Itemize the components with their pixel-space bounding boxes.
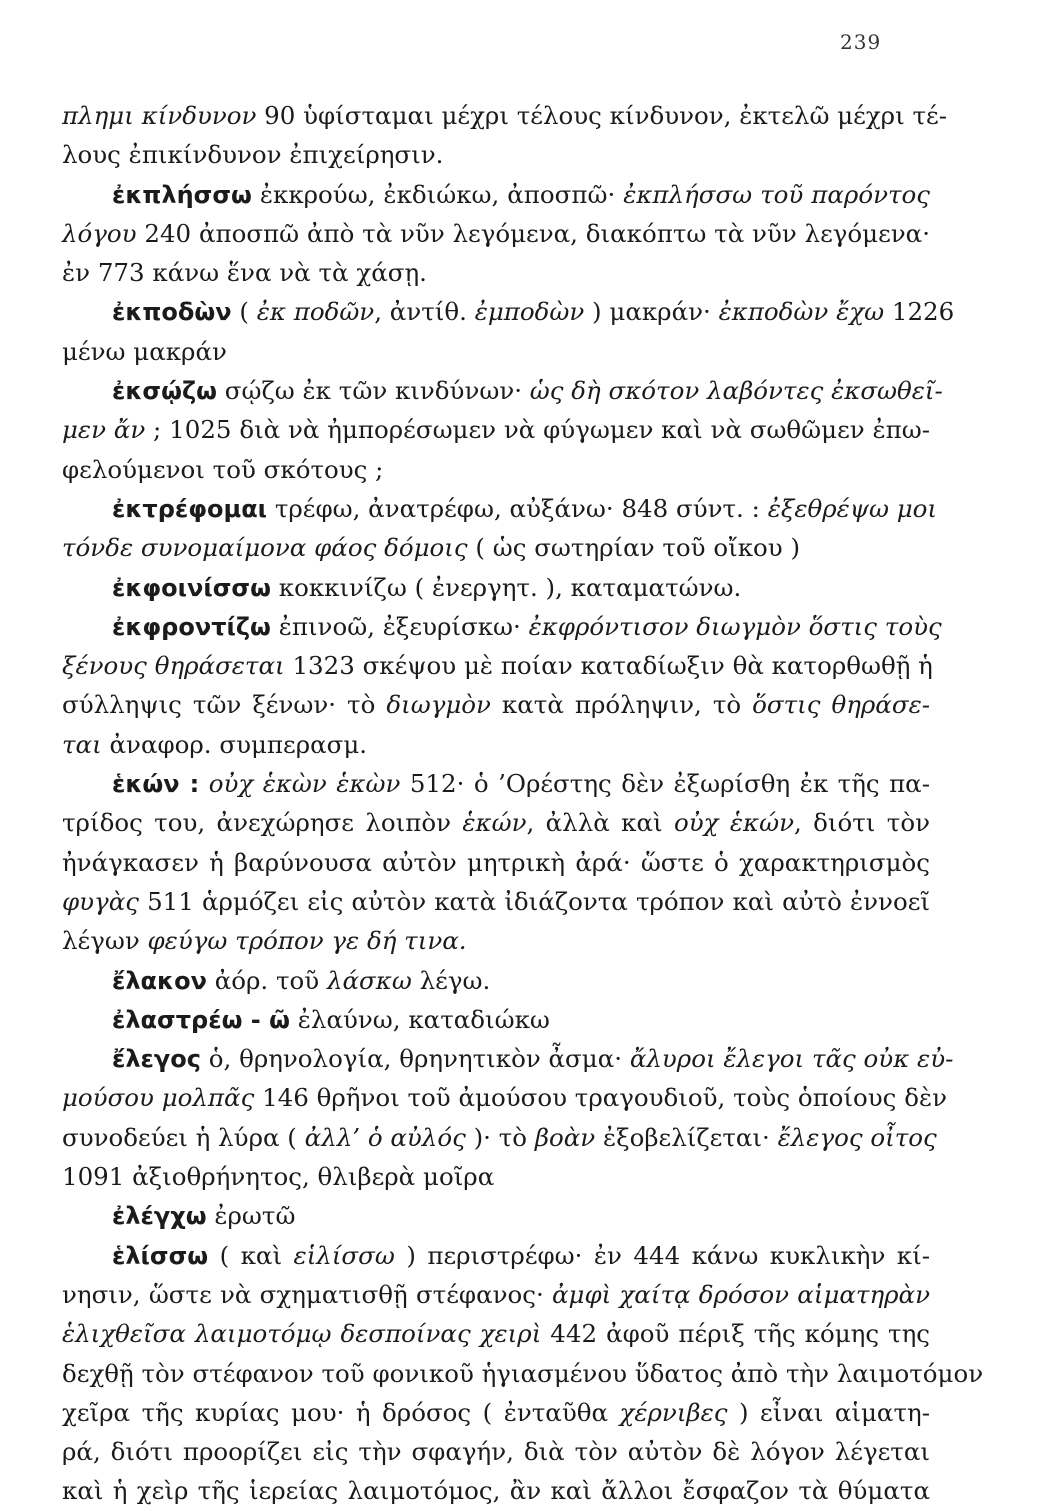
- definition-text: 1323 σκέψου μὲ ποίαν καταδίωξιν θὰ κατορθωθῇ ἡ: [284, 651, 933, 681]
- text-line: [62, 961, 930, 1000]
- text-line: [62, 882, 930, 921]
- headword: ἐλαστρέω - ῶ: [112, 1005, 290, 1034]
- text-line: [62, 175, 930, 214]
- headword: ἑλίσσω: [112, 1241, 209, 1270]
- quotation: ἐμποδὼν: [474, 297, 585, 327]
- definition-text: ) μακράν·: [584, 297, 719, 327]
- text-line: [62, 1471, 930, 1510]
- text-line: [62, 1354, 984, 1393]
- text-body: [62, 96, 984, 1511]
- headword: ἔλεγος: [112, 1045, 201, 1074]
- headword: ἑκών :: [112, 770, 200, 799]
- definition-text: φελούμενοι τοῦ σκότους ;: [62, 454, 384, 484]
- definition-text: ἐκκρούω, ἐκδιώκω, ἀποσπῶ·: [251, 179, 624, 209]
- definition-text: τρίδος του, ἀνεχώρησε λοιπὸν: [62, 808, 463, 838]
- text-line: [62, 843, 930, 882]
- quotation: βοὰν: [534, 1122, 596, 1152]
- definition-text: 240 ἀποσπῶ ἀπὸ τὰ νῦν λεγόμενα, διακόπτω τὰ νῦν λεγόμενα·: [136, 218, 930, 248]
- definition-text: λέγων: [62, 926, 148, 956]
- headword: ἐκποδὼν: [112, 298, 232, 327]
- definition-text: ρά, διότι προορίζει εἰς τὴν σφαγήν, διὰ τὸν αὐτὸν δὲ λόγον λέγεται: [62, 1437, 930, 1467]
- definition-text: κατὰ πρόληψιν, τὸ: [490, 690, 753, 720]
- headword: ἐκπλήσσω: [112, 180, 252, 209]
- definition-text: σῴζω ἐκ τῶν κινδύνων·: [217, 376, 530, 406]
- headword: ἐκσῴζω: [112, 377, 217, 406]
- definition-text: ἐν 773 κάνω ἕνα νὰ τὰ χάσῃ.: [62, 258, 427, 288]
- text-line: [62, 646, 933, 685]
- quotation: ἑκών: [462, 808, 527, 838]
- definition-text: , ἀντίθ.: [374, 297, 475, 327]
- definition-text: σύλληψις τῶν ξένων· τὸ: [62, 690, 387, 720]
- text-line: [62, 803, 930, 842]
- text-line: [62, 332, 930, 371]
- text-line: [62, 292, 955, 331]
- definition-text: 511 ἁρμόζει εἰς αὐτὸν κατὰ ἰδιάζοντα τρόπον καὶ αὐτὸ ἐννοεῖ: [138, 886, 930, 916]
- text-line: [62, 410, 930, 449]
- quotation: ἐκπλήσσω τοῦ παρόντος: [623, 179, 930, 209]
- definition-text: ὁ, θρηνολογία, θρηνητικὸν ἆσμα·: [200, 1044, 630, 1074]
- quotation: ἐκποδὼν ἔχω: [718, 297, 885, 327]
- definition-text: 442 ἀφοῦ πέριξ τῆς κόμης της: [541, 1319, 930, 1349]
- quotation: οὐχ ἑκών: [674, 808, 794, 838]
- definition-text: ) εἶναι αἱματη-: [727, 1397, 930, 1427]
- quotation: ξένους θηράσεται: [62, 651, 285, 681]
- definition-text: ; 1025 διὰ νὰ ἠμπορέσωμεν νὰ φύγωμεν καὶ νὰ σωθῶμεν ἐπω-: [145, 415, 930, 445]
- text-line: [62, 1000, 930, 1039]
- text-line: [62, 96, 948, 135]
- text-line: [62, 607, 942, 646]
- quotation: ὡς δὴ σκότον λαβόντες ἐκσωθεῖ-: [529, 376, 943, 406]
- definition-text: νησιν, ὥστε νὰ σχηματισθῇ στέφανος·: [62, 1279, 552, 1309]
- definition-text: [199, 769, 208, 798]
- definition-text: , διότι τὸν: [793, 808, 930, 838]
- text-line: [62, 450, 930, 489]
- text-line: [62, 921, 930, 960]
- quotation: ἀμφὶ χαίτᾳ δρόσον αἱματηρὰν: [552, 1279, 930, 1309]
- quotation: ἐκφρόντισον διωγμὸν ὅστις τοὺς: [528, 611, 942, 641]
- headword: ἔλακον: [112, 966, 207, 995]
- definition-text: μένω μακράν: [62, 336, 227, 366]
- quotation: ἐκ ποδῶν: [256, 297, 375, 327]
- definition-text: 512· ὁ ’Ορέστης δὲν ἐξωρίσθη ἐκ τῆς πα-: [400, 769, 930, 799]
- quotation: ἐξεθρέψω μοι: [767, 493, 938, 523]
- text-line: [62, 253, 930, 292]
- text-line: [62, 568, 930, 607]
- text-line: [62, 1314, 930, 1353]
- headword: ἐκφροντίζω: [112, 612, 271, 641]
- definition-text: ἀναφορ. συμπερασμ.: [101, 729, 368, 759]
- quotation: πλημι κίνδυνον: [62, 101, 257, 130]
- quotation: λόγου: [62, 218, 137, 248]
- text-line: [62, 685, 930, 724]
- definition-text: ( καὶ: [208, 1240, 294, 1270]
- text-line: [62, 1039, 954, 1078]
- definition-text: ἐρωτῶ: [206, 1201, 296, 1231]
- text-line: [62, 489, 938, 528]
- text-line: [62, 1196, 930, 1235]
- definition-text: λέγω.: [411, 965, 491, 995]
- quotation: οὐχ ἑκὼν ἑκὼν: [208, 769, 401, 799]
- text-line: [62, 371, 943, 410]
- quotation: χέρνιβες: [619, 1397, 728, 1427]
- quotation: τόνδε συνομαίμονα φάος δόμοις: [62, 533, 468, 563]
- quotation: ἑλιχθεῖσα λαιμοτόμῳ δεσποίνας χειρὶ: [62, 1319, 542, 1349]
- quotation: ὅστις θηράσε-: [752, 690, 931, 720]
- definition-text: ) περιστρέφω· ἐν 444 κάνω κυκλικὴν κί-: [394, 1240, 930, 1270]
- text-line: [62, 1393, 930, 1432]
- text-line: [62, 764, 930, 803]
- headword: ἐκφοινίσσω: [112, 573, 271, 602]
- page-number: 239: [840, 30, 882, 54]
- text-line: [62, 1157, 930, 1196]
- quotation: ἄλυροι ἔλεγοι τᾶς οὐκ εὐ-: [629, 1044, 954, 1074]
- definition-text: ἠνάγκασεν ἡ βαρύνουσα αὐτὸν μητρικὴ ἀρά· ὥστε ὁ χαρακτηρισμὸς: [62, 847, 930, 877]
- definition-text: κοκκινίζω ( ἐνεργητ. ), καταματώνω.: [270, 572, 742, 602]
- definition-text: καὶ ἡ χεὶρ τῆς ἱερείας λαιμοτόμος, ἂν καὶ ἄλλοι ἔσφαζον τὰ θύματα: [62, 1476, 930, 1506]
- definition-text: τρέφω, ἀνατρέφω, αὐξάνω· 848 σύντ. :: [267, 493, 768, 523]
- text-line: [62, 1432, 930, 1471]
- quotation: εἱλίσσω: [293, 1240, 395, 1270]
- definition-text: , ἀλλὰ καὶ: [526, 808, 675, 838]
- quotation: λάσκω: [326, 965, 412, 995]
- definition-text: 146 θρῆνοι τοῦ ἀμούσου τραγουδιοῦ, τοὺς ὁποίους δὲν: [254, 1083, 947, 1113]
- text-line: [62, 1275, 930, 1314]
- quotation: ἀλλ’ ὁ αὐλός: [304, 1122, 466, 1152]
- definition-text: χεῖρα τῆς κυρίας μου· ἡ δρόσος ( ἐνταῦθα: [62, 1397, 620, 1427]
- definition-text: δεχθῇ τὸν στέφανον τοῦ φονικοῦ ἡγιασμένου ὕδατος ἀπὸ τὴν λαιμοτόμον: [62, 1358, 984, 1388]
- text-line: [62, 1236, 930, 1275]
- quotation: διωγμὸν: [386, 690, 491, 720]
- definition-text: (: [231, 297, 257, 327]
- definition-text: 90 ὑφίσταμαι μέχρι τέλους κίνδυνον, ἐκτελῶ μέχρι τέ-: [256, 101, 948, 130]
- headword: ἐκτρέφομαι: [112, 494, 268, 523]
- definition-text: ἀόρ. τοῦ: [206, 965, 327, 995]
- definition-text: ἐπινοῶ, ἐξευρίσκω·: [270, 611, 529, 641]
- definition-text: ( ὡς σωτηρίαν τοῦ οἴκου ): [467, 533, 801, 563]
- definition-text: λους ἐπικίνδυνον ἐπιχείρησιν.: [62, 140, 444, 170]
- text-line: [62, 1078, 947, 1117]
- definition-text: ἐξοβελίζεται·: [595, 1122, 778, 1152]
- text-line: [62, 1118, 937, 1157]
- definition-text: 1091 ἀξιοθρήνητος, θλιβερὰ μοῖρα: [62, 1162, 495, 1192]
- text-line: [62, 214, 930, 253]
- quotation: φυγὰς: [62, 886, 139, 916]
- definition-text: 1226: [884, 297, 955, 327]
- quotation: φεύγω τρόπον γε δή τινα.: [147, 926, 467, 956]
- definition-text: ἐλαύνω, καταδιώκω: [289, 1004, 550, 1034]
- quotation: μεν ἄν: [62, 415, 146, 445]
- quotation: μούσου μολπᾶς: [62, 1083, 255, 1113]
- quotation: ται: [62, 729, 102, 759]
- headword: ἐλέγχω: [112, 1202, 207, 1231]
- quotation: ἔλεγος οἶτος: [777, 1122, 937, 1152]
- text-line: [62, 135, 930, 174]
- text-line: [62, 528, 930, 567]
- text-line: [62, 725, 930, 764]
- definition-text: )· τὸ: [465, 1122, 535, 1152]
- definition-text: συνοδεύει ἡ λύρα (: [62, 1122, 305, 1152]
